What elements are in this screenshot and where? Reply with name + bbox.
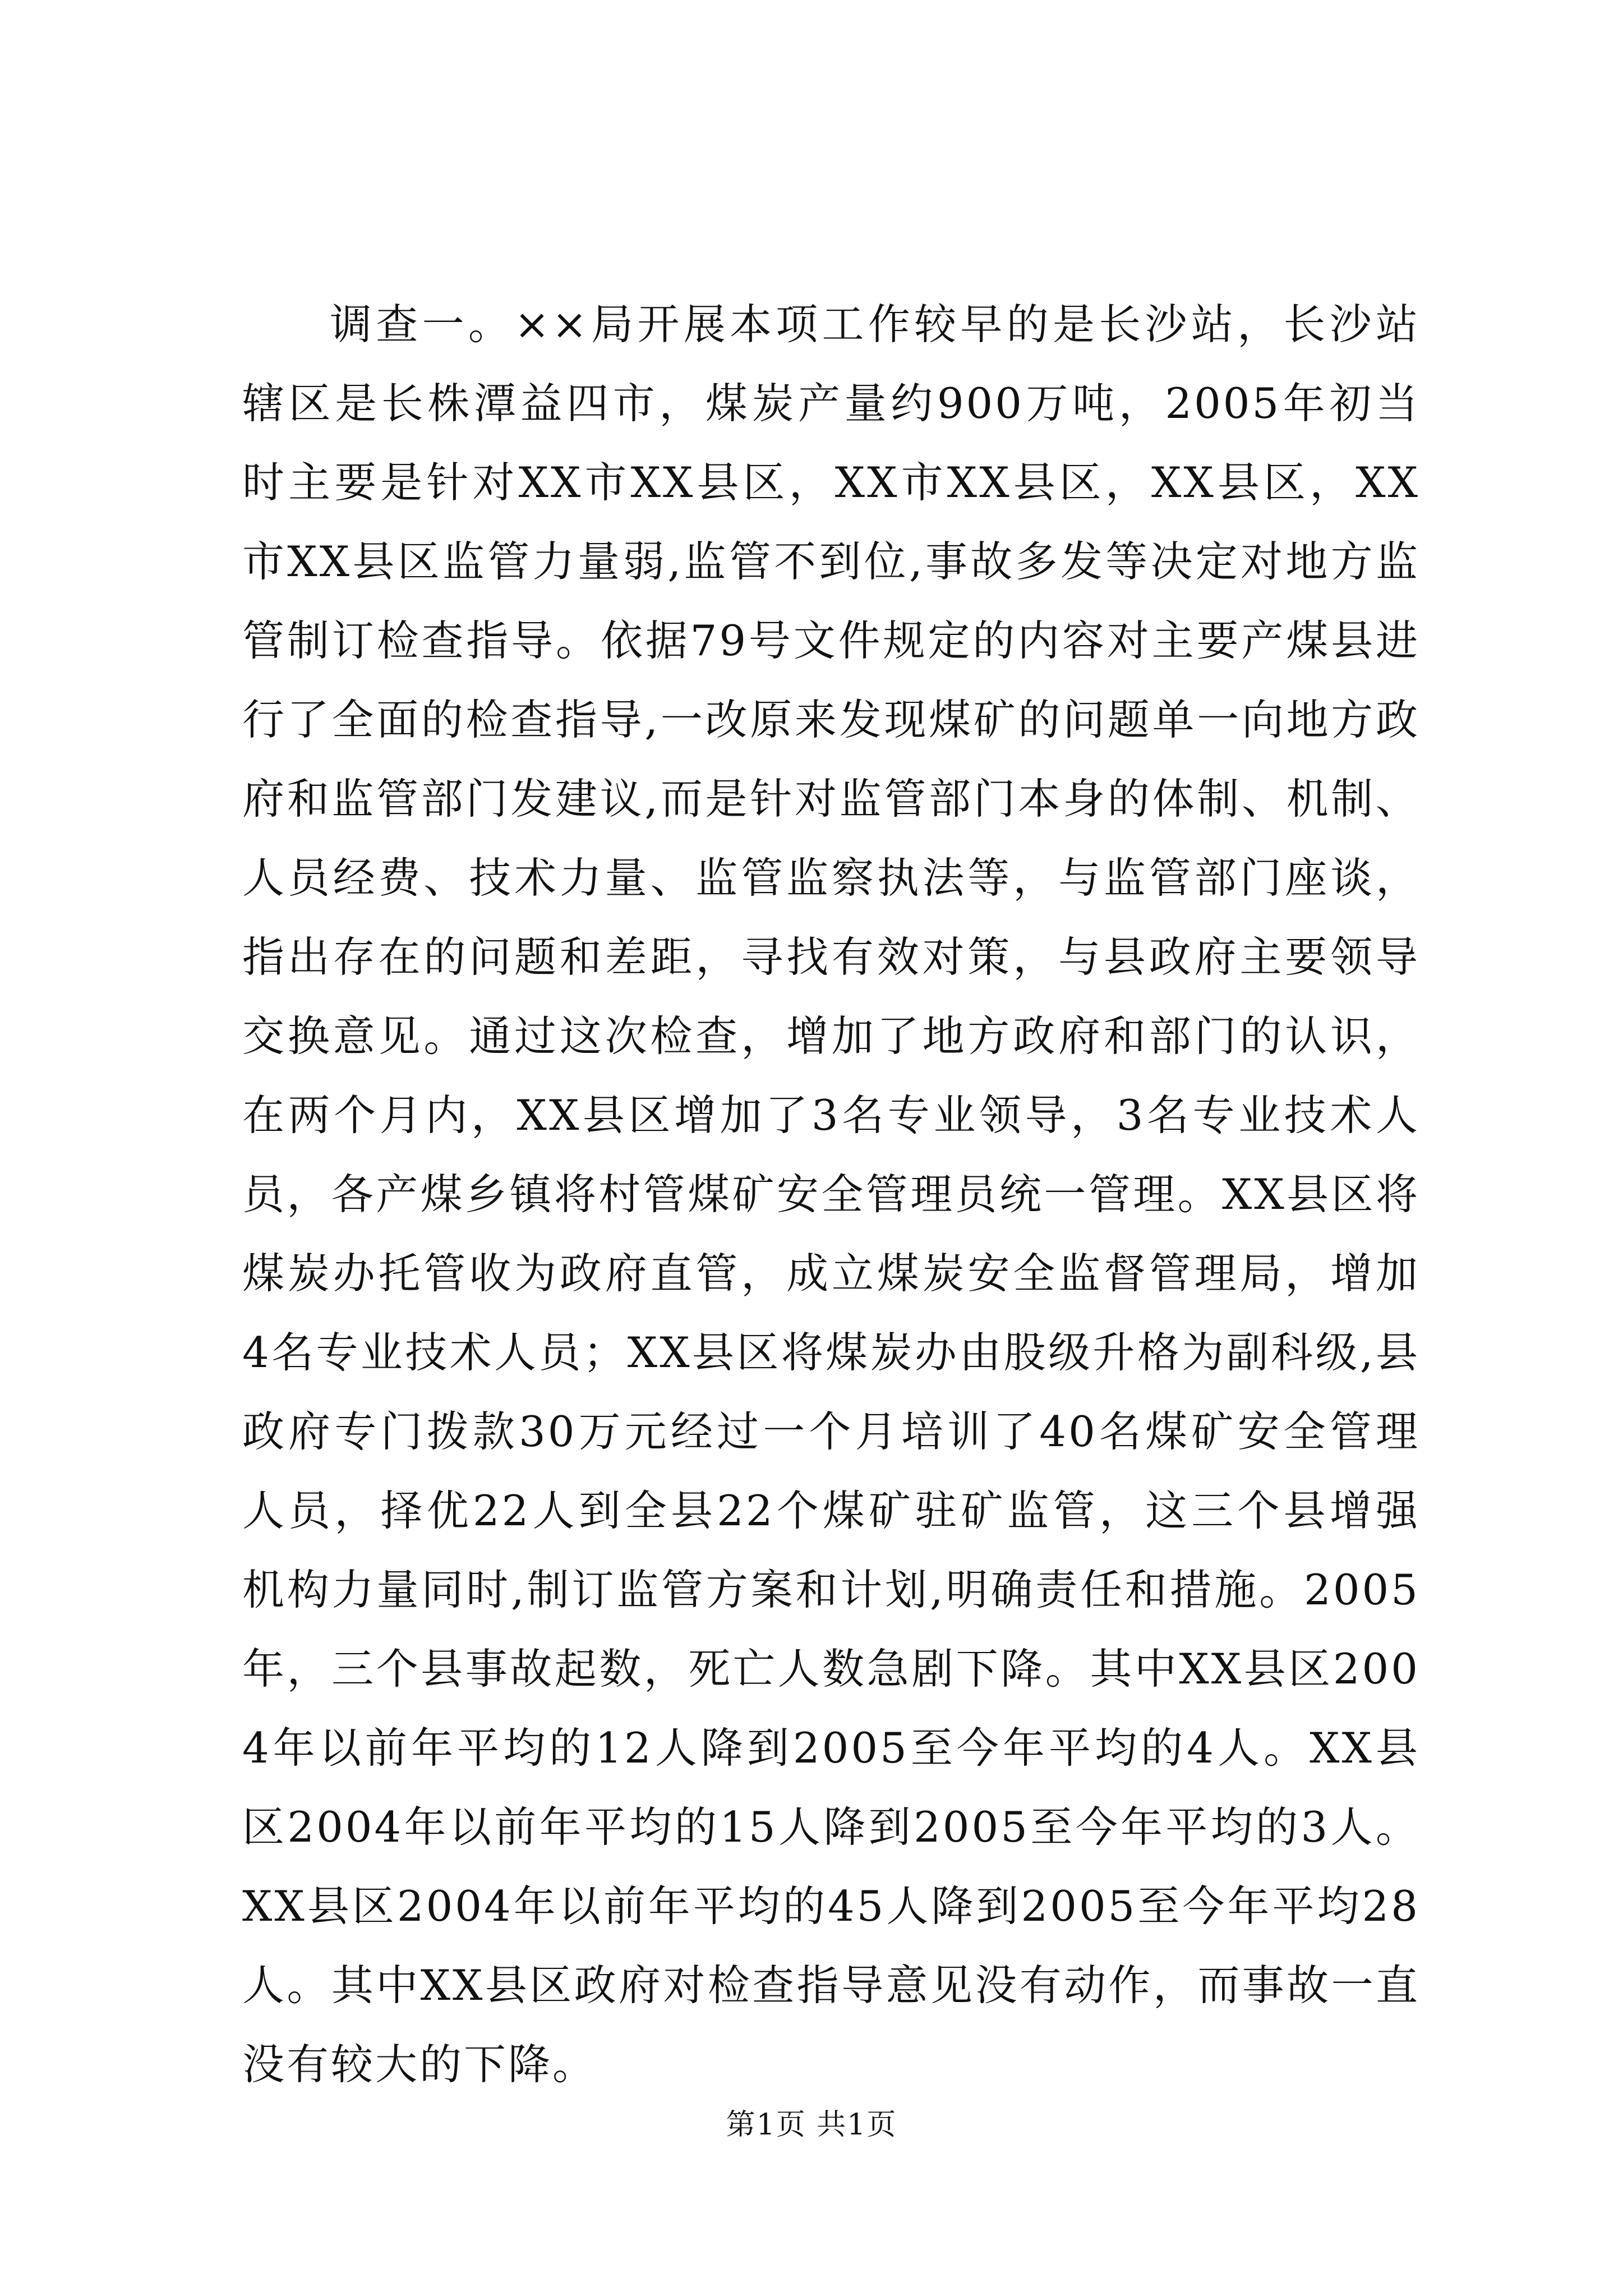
body-paragraph: 调查一。××局开展本项工作较早的是长沙站，长沙站辖区是长株潭益四市，煤炭产量约900万吨，2005年初当时主要是针对XX市XX县区，XX市XX县区，XX县区，XX市XX县区监管力量弱,监管不到位,事故多发等决定对地方监管制订检查指导。依据79号文件规定的内容对主要产煤县进行了全面的检查指导,一改原来发现煤矿的问题单一向地方政府和监管部门发建议,而是针对监管部门本身的体制、机制、人员经费、技术力量、监管监察执法等，与监管部门座谈，指出存在的问题和差距，寻找有效对策，与县政府主要领导交换意见。通过这次检查，增加了地方政府和部门的认识，在两个月内，XX县区增加了3名专业领导，3名专业技术人员，各产煤乡镇将村管煤矿安全管理员统一管理。XX县区将煤炭办托管收为政府直管，成立煤炭安全监督管理局，增加4名专业技术人员；XX县区将煤炭办由股级升格为副科级,县政府专门拨款30万元经过一个月培训了40名煤矿安全管理人员，择优22人到全县22个煤矿驻矿监管，这三个县增强机构力量同时,制订监管方案和计划,明确责任和措施。2005年，三个县事故起数，死亡人数急剧下降。其中XX县区2004年以前年平均的12人降到2005至今年平均的4人。XX县区2004年以前年平均的15人降到2005至今年平均的3人。XX县区2004年以前年平均的45人降到2005至今年平均28人。其中XX县区政府对检查指导意见没有动作，而事故一直没有较大的下降。 <box>242 300 1420 2089</box>
page-footer: 第1页 共1页 <box>726 2108 897 2142</box>
